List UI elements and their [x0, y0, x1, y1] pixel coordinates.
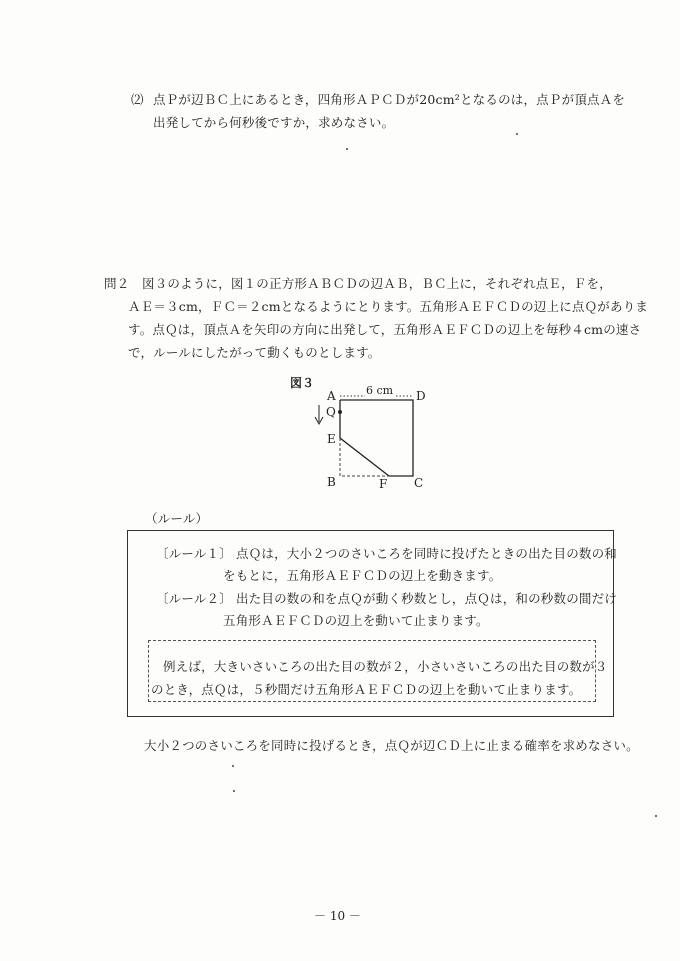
- page-number: － 10 －: [314, 909, 361, 923]
- label-f: F: [379, 477, 388, 491]
- problem2-line3: す。点Ｑは，頂点Ａを矢印の方向に出発して，五角形ＡＥＦＣＤの辺上を毎秒４cmの速さ: [128, 322, 642, 337]
- problem2-number: 問２: [104, 276, 130, 291]
- problem2-line2: ＡＥ＝３cm，ＦＣ＝２cmとなるようにとります。五角形ＡＥＦＣＤの辺上に点Ｑがありま: [128, 299, 649, 314]
- speck: [655, 815, 657, 817]
- q2-line2: 出発してから何秒後ですか，求めなさい。: [153, 115, 395, 130]
- rule1-line2: をもとに，五角形ＡＥＦＣＤの辺上を動きます。: [223, 568, 502, 583]
- label-a: A: [327, 389, 336, 403]
- problem2-line4: で，ルールにしたがって動くものとします。: [128, 345, 381, 360]
- figure-title: 図３: [290, 376, 315, 390]
- rules-heading: （ルール）: [145, 511, 209, 526]
- speck: [232, 765, 234, 767]
- point-q-marker: [338, 410, 342, 414]
- dimension-label: 6 cm: [366, 384, 394, 397]
- example-line1: 例えば，大きいさいころの出た目の数が２，小さいさいころの出た目の数が３: [163, 659, 608, 674]
- dashed-corner-ebf: [340, 438, 389, 476]
- probability-question: 大小２つのさいころを同時に投げるとき，点Ｑが辺ＣＤ上に止まる確率を求めなさい。: [144, 738, 639, 753]
- label-e: E: [327, 432, 336, 446]
- q2-line1: 点Ｐが辺ＢＣ上にあるとき，四角形ＡＰＣＤが20cm²となるのは，点Ｐが頂点Ａを: [153, 92, 626, 107]
- rule2-label: 〔ルール２〕: [156, 591, 232, 606]
- label-c: C: [414, 476, 424, 490]
- label-d: D: [416, 389, 426, 403]
- q2-number: ⑵: [131, 92, 144, 107]
- example-line2: のとき，点Ｑは，５秒間だけ五角形ＡＥＦＣＤの辺上を動いて止まります。: [151, 682, 582, 697]
- label-b: B: [327, 475, 336, 489]
- direction-arrow-head: [315, 417, 323, 424]
- rule2-line1: 出た目の数の和を点Ｑが動く秒数とし，点Ｑは，和の秒数の間だけ: [236, 591, 618, 606]
- speck: [233, 790, 235, 792]
- rule2-line2: 五角形ＡＥＦＣＤの辺上を動いて止まります。: [223, 613, 489, 628]
- rule1-line1: 点Ｑは，大小２つのさいころを同時に投げたときの出た目の数の和: [236, 546, 618, 561]
- speck: [346, 148, 348, 150]
- speck: [516, 133, 518, 135]
- pentagon-aefcd: [340, 400, 413, 476]
- rule1-label: 〔ルール１〕: [156, 546, 232, 561]
- problem2-line1: 図３のように，図１の正方形ＡＢＣＤの辺ＡＢ，ＢＣ上に，それぞれ点Ｅ，Ｆを，: [142, 276, 612, 291]
- label-q: Q: [326, 405, 336, 419]
